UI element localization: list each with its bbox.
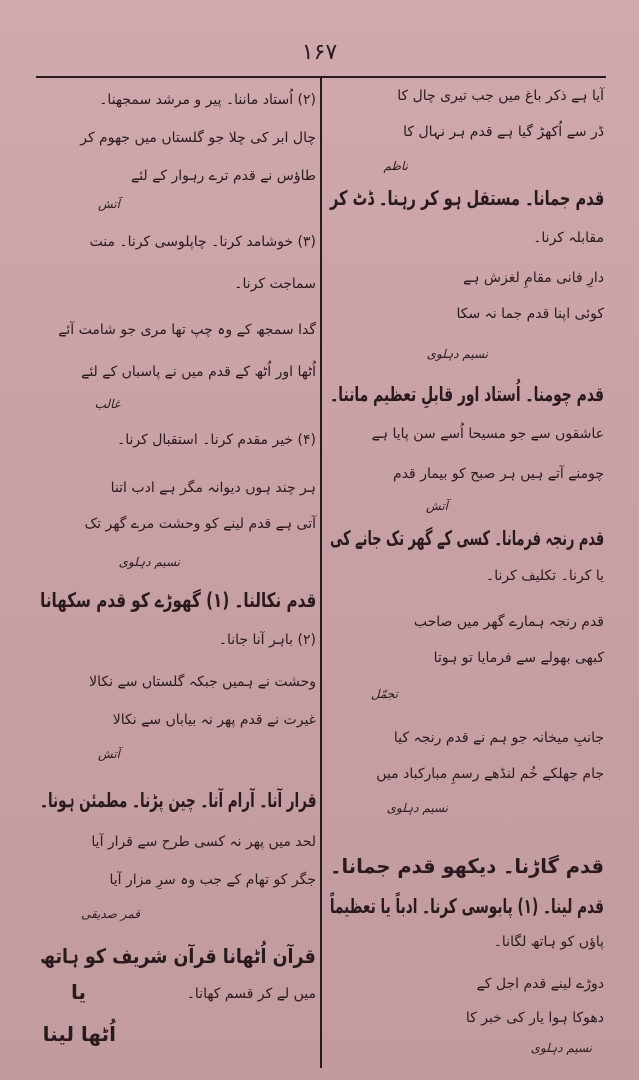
entry-line xyxy=(40,790,316,813)
verse-line: کوئی اپنا قدم جما نہ سکا xyxy=(456,306,604,322)
headword: قرار آنا۔ آرام آنا۔ چین پڑنا۔ مطمئن ہونا۔ xyxy=(39,788,316,812)
verse-line: آیا ہے ذکر باغ میں جب تیری چال کا xyxy=(397,88,604,104)
verse-line: غیرت نے قدم پھر نہ بیاباں سے نکالا xyxy=(112,712,316,728)
verse-line: گدا سمجھ کے وہ چپ تھا مری جو شامت آئے xyxy=(58,322,316,338)
entry-line xyxy=(330,188,604,211)
verse-line: قدم رنجہ ہمارے گھر میں صاحب xyxy=(413,614,604,630)
entry-line xyxy=(40,946,316,969)
verse-line: لحد میں پھر نہ کسی طرح سے قرار آیا xyxy=(91,834,316,850)
entry-line: (۴) خیر مقدم کرنا۔ استقبال کرنا۔ xyxy=(116,432,316,448)
entry-line: سماجت کرنا۔ xyxy=(234,276,316,292)
entry-line xyxy=(330,528,604,551)
headword: اُٹھا لینا xyxy=(42,1022,116,1046)
poet-name: آتش xyxy=(98,197,120,211)
verse-line: دارِ فانی مقامِ لغزش ہے xyxy=(463,270,604,286)
poet-name: نسیم دہلوی xyxy=(386,801,448,815)
headword: قدم چومنا۔ اُستاد اور قابلِ تعظیم ماننا۔ xyxy=(330,382,604,406)
verse-line: طاؤس نے قدم ترے رہوار کے لئے xyxy=(130,168,316,184)
entry-line: (۲) اُستاد ماننا۔ پیر و مرشد سمجھنا۔ xyxy=(99,92,316,108)
poet-name: نسیم دہلوی xyxy=(426,347,488,361)
headword: یا xyxy=(70,980,86,1004)
entry-line xyxy=(330,384,604,407)
verse-line: چال ابر کی چلا جو گلستاں میں جھوم کر xyxy=(80,130,316,146)
verse-line: اُٹھا اور اُٹھ کے قدم میں نے پاسباں کے لئے xyxy=(81,364,316,380)
entry-line: مقابلہ کرنا۔ xyxy=(533,230,604,246)
poet-name: نسیم دہلوی xyxy=(118,555,180,569)
headword: قدم رنجہ فرمانا۔ کسی کے گھر تک جانے کی xyxy=(329,526,604,550)
verse-line: جام جھلکے خُم لنڈھے رسمِ مبارکباد میں xyxy=(376,766,604,782)
verse-line: جگر کو تھام کے جب وہ سرِ مزار آیا xyxy=(109,872,316,888)
poet-name: آتش xyxy=(426,499,448,513)
verse-line: دوڑے لینے قدم اجل کے xyxy=(476,976,604,992)
page-number: ۱۶۷ xyxy=(301,40,338,65)
poet-name: آتش xyxy=(98,747,120,761)
entry-line: میں لے کر قسم کھانا۔ xyxy=(186,986,316,1002)
headword: قدم لینا۔ (۱) پابوسی کرنا۔ ادباً یا تعظیماً xyxy=(329,894,604,918)
headword: قدم گاڑنا۔ دیکھو قدم جمانا۔ xyxy=(329,854,604,878)
verse-line: کبھی بھولے سے فرمایا تو ہوتا xyxy=(433,650,604,666)
headword: قدم نکالنا۔ (۱) گھوڑے کو قدم سکھانا xyxy=(39,588,316,612)
entry-line: (۳) خوشامد کرنا۔ چاپلوسی کرنا۔ منت xyxy=(89,234,316,250)
entry-line: پاؤں کو ہاتھ لگانا۔ xyxy=(493,934,604,950)
poet-name: غالب xyxy=(94,397,120,411)
entry-line xyxy=(330,896,604,919)
verse-line: جانبِ میخانہ جو ہم نے قدم رنجہ کیا xyxy=(393,730,604,746)
poet-name: ناظم xyxy=(383,159,408,173)
verse-line: عاشقوں سے جو مسیحا اُسے سن پایا ہے xyxy=(371,426,604,442)
verse-line: ہر چند ہوں دیوانہ مگر ہے ادب اتنا xyxy=(110,480,316,496)
verse-line: ڈر سے اُکھڑ گیا ہے قدم ہر نہال کا xyxy=(403,124,604,140)
entry-line xyxy=(40,590,316,613)
entry-line: یا کرنا۔ تکلیف کرنا۔ xyxy=(485,568,604,584)
poet-name: قمر صدیقی xyxy=(80,907,140,921)
poet-name: نسیم دہلوی xyxy=(530,1041,592,1055)
verse-line: وحشت نے ہمیں جبکہ گلستاں سے نکالا xyxy=(89,674,316,690)
headword: قرآن اُٹھانا قرآن شریف کو ہاتھ xyxy=(40,944,316,968)
column-divider xyxy=(320,78,322,1068)
poet-name: تجمّل xyxy=(370,687,398,701)
entry-line: (۲) باہر آنا جانا۔ xyxy=(218,632,316,648)
verse-line: دھوکا ہوا یار کی خبر کا xyxy=(465,1010,604,1026)
verse-line: چومنے آتے ہیں ہر صبح کو بیمار قدم xyxy=(393,466,604,482)
headword: قدم جمانا۔ مستقل ہو کر رہنا۔ ڈٹ کر xyxy=(329,186,604,210)
verse-line: آتی ہے قدم لینے کو وحشت مرے گھر تک xyxy=(84,516,316,532)
entry-line xyxy=(330,856,604,879)
